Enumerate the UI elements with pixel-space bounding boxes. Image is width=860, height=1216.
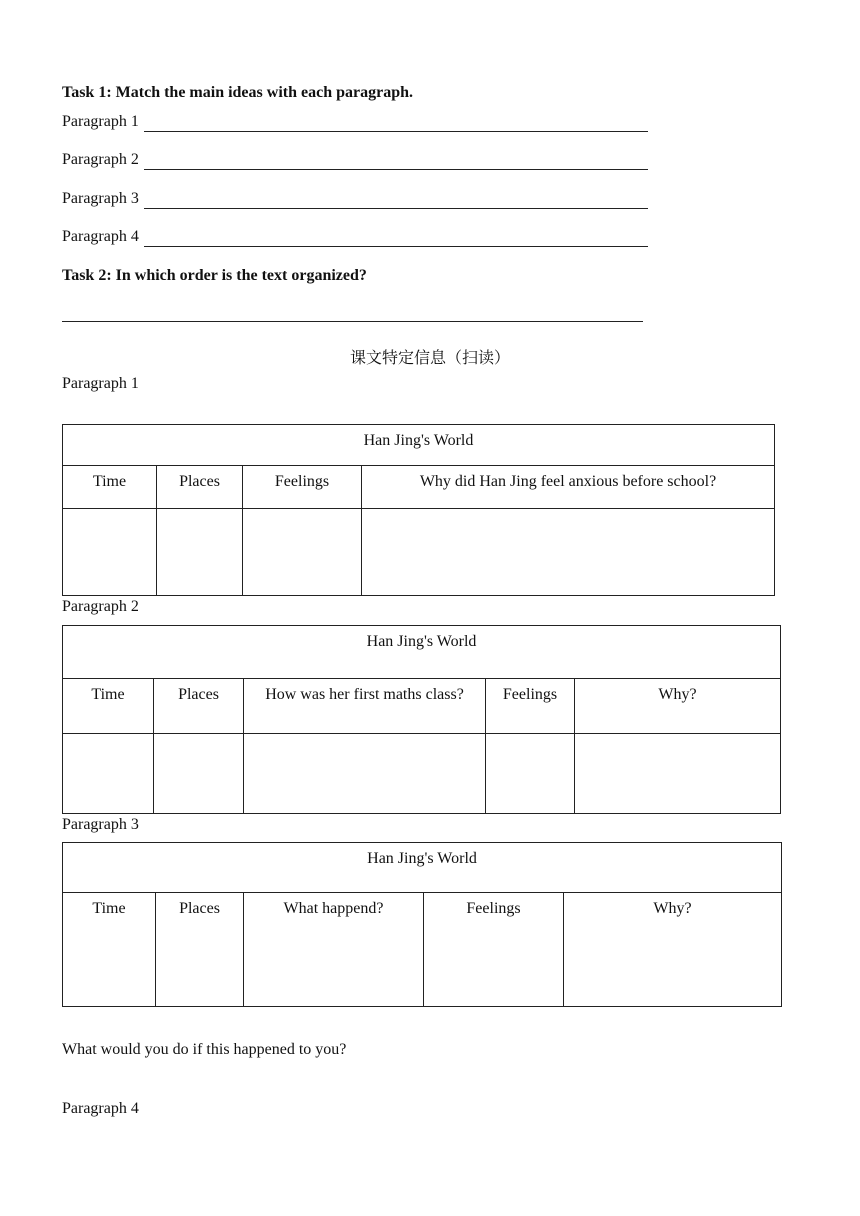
- table-title: Han Jing's World: [63, 626, 781, 679]
- header-time: Time: [63, 679, 154, 734]
- section-title: 课文特定信息（扫读）: [349, 350, 510, 367]
- header-what-happened: What happend?: [244, 893, 424, 1007]
- answer-cell[interactable]: [63, 734, 154, 814]
- header-time: Time: [63, 466, 157, 509]
- table-paragraph-3: [62, 842, 782, 1007]
- header-why-anxious: Why did Han Jing feel anxious before school?: [362, 466, 775, 509]
- header-why: Why?: [575, 679, 781, 734]
- table-title: Han Jing's World: [63, 425, 775, 466]
- header-places: Places: [157, 466, 243, 509]
- answer-cell[interactable]: [486, 734, 575, 814]
- answer-line[interactable]: [144, 169, 648, 170]
- paragraph-4-label: Paragraph 4: [62, 1100, 139, 1117]
- answer-cell[interactable]: [63, 509, 157, 596]
- answer-line[interactable]: [144, 131, 648, 132]
- header-why: Why?: [564, 893, 782, 1007]
- task2-answer-line[interactable]: [62, 321, 643, 322]
- header-time: Time: [63, 893, 156, 1007]
- task1-row-label: Paragraph 1: [62, 113, 139, 130]
- task1-row-label: Paragraph 2: [62, 151, 139, 168]
- task1-title: Task 1: Match the main ideas with each paragraph.: [62, 84, 413, 101]
- paragraph-1-label: Paragraph 1: [62, 375, 139, 392]
- header-places: Places: [156, 893, 244, 1007]
- answer-cell[interactable]: [243, 509, 362, 596]
- task2-title: Task 2: In which order is the text organized?: [62, 267, 367, 284]
- header-places: Places: [154, 679, 244, 734]
- answer-cell[interactable]: [575, 734, 781, 814]
- answer-cell[interactable]: [157, 509, 243, 596]
- header-feelings: Feelings: [424, 893, 564, 1007]
- header-maths-class: How was her first maths class?: [244, 679, 486, 734]
- table-paragraph-2: [62, 625, 781, 814]
- header-feelings: Feelings: [243, 466, 362, 509]
- header-feelings: Feelings: [486, 679, 575, 734]
- paragraph-3-label: Paragraph 3: [62, 816, 139, 833]
- answer-line[interactable]: [144, 208, 648, 209]
- table-paragraph-1: [62, 424, 775, 596]
- task1-row-label: Paragraph 3: [62, 190, 139, 207]
- task1-row-label: Paragraph 4: [62, 228, 139, 245]
- table-title: Han Jing's World: [63, 843, 782, 893]
- answer-cell[interactable]: [154, 734, 244, 814]
- answer-cell[interactable]: [362, 509, 775, 596]
- answer-line[interactable]: [144, 246, 648, 247]
- paragraph-2-label: Paragraph 2: [62, 598, 139, 615]
- discussion-question: What would you do if this happened to you?: [62, 1041, 347, 1058]
- answer-cell[interactable]: [244, 734, 486, 814]
